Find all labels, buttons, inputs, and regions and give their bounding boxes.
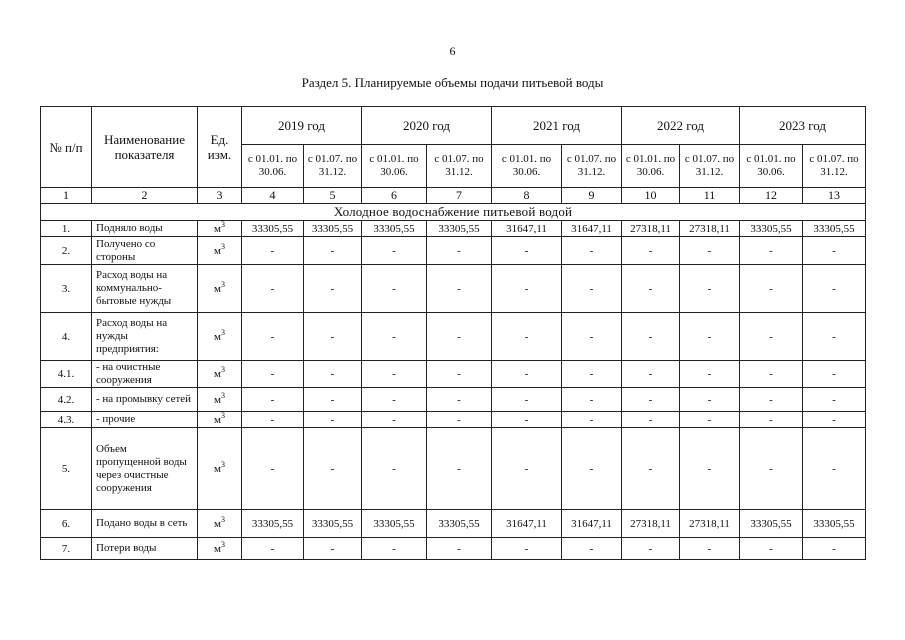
row-name: - на промывку сетей: [92, 388, 198, 412]
value-cell: -: [740, 388, 803, 412]
unit-base: м: [214, 330, 221, 343]
column-number: 9: [562, 188, 622, 204]
value-cell: -: [427, 361, 492, 388]
header-num: № п/п: [41, 107, 92, 188]
value-cell: -: [242, 412, 304, 428]
unit-exponent: 3: [220, 514, 225, 524]
value-cell: -: [622, 388, 680, 412]
value-cell: -: [427, 265, 492, 313]
value-cell: -: [362, 388, 427, 412]
header-period-second: с 01.07. по 31.12.: [427, 145, 492, 188]
value-cell: -: [622, 313, 680, 361]
table-row: [41, 538, 866, 560]
column-number: 2: [92, 188, 198, 204]
value-cell: -: [622, 237, 680, 265]
column-number: 4: [242, 188, 304, 204]
value-cell: 27318,11: [680, 221, 740, 237]
value-cell: -: [304, 237, 362, 265]
unit-base: м: [214, 368, 221, 380]
value-cell: 31647,11: [562, 221, 622, 237]
header-year: 2022 год: [622, 107, 740, 145]
row-name: - прочие: [92, 412, 198, 428]
row-unit: [198, 388, 242, 412]
column-number: 11: [680, 188, 740, 204]
header-period-first: с 01.01. по 30.06.: [242, 145, 304, 188]
value-cell: -: [680, 313, 740, 361]
row-unit: [198, 510, 242, 538]
value-cell: 27318,11: [680, 510, 740, 538]
value-cell: -: [427, 388, 492, 412]
header-period-second: с 01.07. по 31.12.: [803, 145, 866, 188]
value-cell: -: [492, 265, 562, 313]
value-cell: -: [740, 428, 803, 510]
value-cell: -: [362, 428, 427, 510]
header-year: 2021 год: [492, 107, 622, 145]
row-name: Потери воды: [92, 538, 198, 560]
value-cell: 33305,55: [242, 510, 304, 538]
header-year: 2023 год: [740, 107, 866, 145]
unit-base: м: [214, 282, 221, 295]
column-number: 12: [740, 188, 803, 204]
value-cell: -: [803, 412, 866, 428]
table-row: [41, 221, 866, 237]
unit-exponent: 3: [220, 241, 225, 251]
header-year: 2019 год: [242, 107, 362, 145]
value-cell: -: [680, 538, 740, 560]
header-year: 2020 год: [362, 107, 492, 145]
unit-base: м: [214, 393, 221, 406]
header-period-first: с 01.01. по 30.06.: [740, 145, 803, 188]
value-cell: -: [304, 265, 362, 313]
row-name: Расход воды на нужды предприятия:: [92, 313, 198, 361]
row-number: 5.: [41, 428, 92, 510]
value-cell: -: [562, 265, 622, 313]
value-cell: -: [492, 538, 562, 560]
value-cell: -: [242, 538, 304, 560]
row-number: 7.: [41, 538, 92, 560]
unit-base: м: [214, 542, 221, 555]
row-unit: [198, 265, 242, 313]
value-cell: -: [427, 412, 492, 428]
value-cell: -: [304, 388, 362, 412]
value-cell: 31647,11: [492, 221, 562, 237]
table-row: [41, 510, 866, 538]
header-period-first: с 01.01. по 30.06.: [362, 145, 427, 188]
row-unit: [198, 538, 242, 560]
value-cell: -: [680, 412, 740, 428]
value-cell: -: [304, 428, 362, 510]
value-cell: 33305,55: [242, 221, 304, 237]
value-cell: -: [362, 361, 427, 388]
table-row: [41, 361, 866, 388]
value-cell: -: [562, 313, 622, 361]
value-cell: -: [362, 237, 427, 265]
value-cell: -: [680, 361, 740, 388]
value-cell: -: [622, 361, 680, 388]
unit-exponent: 3: [220, 410, 225, 420]
header-period-second: с 01.07. по 31.12.: [562, 145, 622, 188]
row-name: Объем пропущенной воды через очистные сооружения: [92, 428, 198, 510]
value-cell: -: [562, 538, 622, 560]
value-cell: -: [803, 538, 866, 560]
value-cell: -: [803, 265, 866, 313]
row-unit: [198, 412, 242, 428]
value-cell: -: [622, 538, 680, 560]
row-number: 4.2.: [41, 388, 92, 412]
row-number: 1.: [41, 221, 92, 237]
value-cell: -: [740, 265, 803, 313]
column-number: 10: [622, 188, 680, 204]
value-cell: -: [242, 428, 304, 510]
row-unit: [198, 428, 242, 510]
value-cell: -: [242, 265, 304, 313]
unit-exponent: 3: [220, 279, 225, 289]
row-name: Подано воды в сеть: [92, 510, 198, 538]
value-cell: -: [242, 237, 304, 265]
value-cell: -: [427, 313, 492, 361]
value-cell: -: [740, 538, 803, 560]
value-cell: -: [492, 361, 562, 388]
unit-base: м: [214, 462, 221, 475]
value-cell: 33305,55: [362, 221, 427, 237]
value-cell: -: [740, 412, 803, 428]
value-cell: 33305,55: [362, 510, 427, 538]
value-cell: -: [622, 428, 680, 510]
value-cell: 33305,55: [740, 221, 803, 237]
row-number: 2.: [41, 237, 92, 265]
water-supply-table: [40, 106, 866, 560]
value-cell: -: [622, 265, 680, 313]
value-cell: -: [492, 237, 562, 265]
row-unit: [198, 237, 242, 265]
row-number: 3.: [41, 265, 92, 313]
row-name: Расход воды на коммунально-бытовые нужды: [92, 265, 198, 313]
value-cell: -: [362, 313, 427, 361]
value-cell: -: [803, 388, 866, 412]
value-cell: -: [680, 428, 740, 510]
value-cell: -: [304, 361, 362, 388]
header-period-first: с 01.01. по 30.06.: [622, 145, 680, 188]
value-cell: -: [427, 428, 492, 510]
value-cell: -: [562, 237, 622, 265]
value-cell: -: [304, 538, 362, 560]
value-cell: -: [304, 412, 362, 428]
unit-exponent: 3: [220, 365, 225, 374]
value-cell: -: [362, 265, 427, 313]
value-cell: -: [622, 412, 680, 428]
row-number: 4.: [41, 313, 92, 361]
page-number: 6: [449, 44, 456, 58]
value-cell: -: [492, 428, 562, 510]
table-row: [41, 237, 866, 265]
value-cell: 33305,55: [427, 221, 492, 237]
unit-exponent: 3: [220, 539, 225, 549]
row-unit: [198, 313, 242, 361]
value-cell: -: [562, 428, 622, 510]
value-cell: -: [492, 313, 562, 361]
unit-exponent: 3: [220, 390, 225, 400]
header-name: Наименование показателя: [92, 107, 198, 188]
column-number: 1: [41, 188, 92, 204]
row-name: Получено со стороны: [92, 237, 198, 265]
value-cell: 27318,11: [622, 221, 680, 237]
unit-base: м: [214, 222, 221, 235]
header-period-second: с 01.07. по 31.12.: [304, 145, 362, 188]
value-cell: -: [803, 361, 866, 388]
unit-base: м: [214, 244, 221, 257]
column-number: 13: [803, 188, 866, 204]
row-name: Подняло воды: [92, 221, 198, 237]
value-cell: -: [492, 412, 562, 428]
unit-exponent: 3: [220, 459, 225, 469]
column-number: 6: [362, 188, 427, 204]
header-period-second: с 01.07. по 31.12.: [680, 145, 740, 188]
section-title: Раздел 5. Планируемые объемы подачи питьевой воды: [301, 75, 604, 90]
table-row: [41, 388, 866, 412]
value-cell: 31647,11: [562, 510, 622, 538]
unit-base: м: [214, 517, 221, 530]
value-cell: -: [562, 361, 622, 388]
value-cell: 33305,55: [803, 221, 866, 237]
value-cell: 33305,55: [803, 510, 866, 538]
value-cell: -: [362, 538, 427, 560]
value-cell: -: [680, 265, 740, 313]
value-cell: 27318,11: [622, 510, 680, 538]
value-cell: -: [242, 388, 304, 412]
value-cell: -: [427, 538, 492, 560]
value-cell: -: [242, 361, 304, 388]
column-number: 8: [492, 188, 562, 204]
value-cell: 33305,55: [427, 510, 492, 538]
table-row: [41, 412, 866, 428]
value-cell: 33305,55: [304, 221, 362, 237]
column-number: 3: [198, 188, 242, 204]
value-cell: -: [362, 412, 427, 428]
value-cell: -: [492, 388, 562, 412]
value-cell: -: [740, 313, 803, 361]
row-number: 6.: [41, 510, 92, 538]
header-period-first: с 01.01. по 30.06.: [492, 145, 562, 188]
value-cell: -: [427, 237, 492, 265]
column-number: 5: [304, 188, 362, 204]
row-unit: [198, 361, 242, 388]
value-cell: -: [562, 412, 622, 428]
table-row: [41, 265, 866, 313]
table-row: [41, 313, 866, 361]
value-cell: -: [803, 313, 866, 361]
row-unit: [198, 221, 242, 237]
unit-base: м: [214, 413, 221, 426]
row-name: - на очистные сооружения: [92, 361, 198, 388]
value-cell: -: [242, 313, 304, 361]
value-cell: -: [680, 237, 740, 265]
value-cell: -: [740, 237, 803, 265]
unit-exponent: 3: [220, 327, 225, 337]
row-number: 4.1.: [41, 361, 92, 388]
value-cell: 31647,11: [492, 510, 562, 538]
value-cell: -: [740, 361, 803, 388]
column-number: 7: [427, 188, 492, 204]
value-cell: -: [304, 313, 362, 361]
value-cell: 33305,55: [304, 510, 362, 538]
value-cell: -: [680, 388, 740, 412]
header-unit: Ед. изм.: [198, 107, 242, 188]
unit-exponent: 3: [220, 219, 225, 229]
table-row: [41, 428, 866, 510]
value-cell: -: [562, 388, 622, 412]
value-cell: -: [803, 237, 866, 265]
row-number: 4.3.: [41, 412, 92, 428]
value-cell: 33305,55: [740, 510, 803, 538]
section-label: Холодное водоснабжение питьевой водой: [41, 204, 866, 221]
value-cell: -: [803, 428, 866, 510]
